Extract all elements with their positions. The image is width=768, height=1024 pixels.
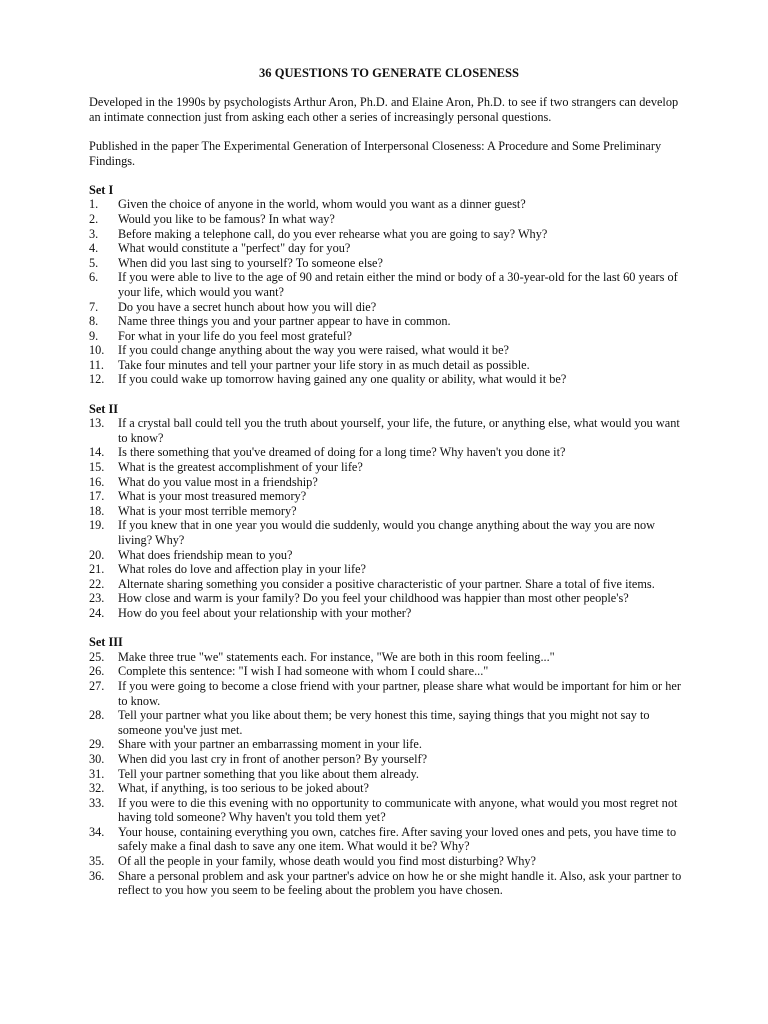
- question-text: If a crystal ball could tell you the truth about yourself, your life, the future, or anything else, what would you want to know?: [118, 416, 680, 445]
- question-item: [89, 314, 689, 329]
- question-number: 11.: [89, 357, 104, 372]
- question-number: 13.: [89, 416, 105, 431]
- question-number: 32.: [89, 781, 105, 796]
- question-item: [89, 475, 689, 490]
- question-item: [89, 343, 689, 358]
- set-heading: Set III: [89, 635, 123, 650]
- document-title: 36 QUESTIONS TO GENERATE CLOSENESS: [258, 66, 520, 80]
- question-number: 27.: [89, 678, 105, 693]
- question-text: What do you value most in a friendship?: [118, 474, 318, 489]
- question-number: 5.: [89, 255, 99, 270]
- question-number: 36.: [89, 868, 105, 883]
- question-text: When did you last sing to yourself? To someone else?: [118, 255, 383, 270]
- question-number: 30.: [89, 751, 105, 766]
- question-text: Of all the people in your family, whose death would you find most disturbing? Why?: [118, 854, 537, 869]
- question-number: 19.: [89, 518, 105, 533]
- question-text: Your house, containing everything you own, catches fire. After saving your loved ones and pets, you have time to safely make a final dash to save any one item. What would it be? Why?: [118, 824, 677, 854]
- question-item: [89, 737, 689, 752]
- question-text: Tell your partner something that you like about them already.: [118, 766, 419, 781]
- question-set: [89, 635, 689, 898]
- question-text: What would constitute a "perfect" day for you?: [118, 241, 351, 256]
- question-text: If you could change anything about the way you were raised, what would it be?: [118, 343, 509, 358]
- question-item: [89, 197, 689, 212]
- question-item: [89, 241, 689, 256]
- question-number: 15.: [89, 460, 105, 475]
- question-number: 21.: [89, 562, 105, 577]
- question-number: 34.: [89, 824, 105, 839]
- question-number: 35.: [89, 854, 105, 869]
- question-item: [89, 329, 689, 344]
- question-text: Name three things you and your partner appear to have in common.: [118, 314, 451, 329]
- question-text: If you were going to become a close friend with your partner, please share what would be important for him or her to know.: [118, 678, 681, 708]
- question-item: [89, 679, 689, 708]
- question-item: [89, 416, 689, 445]
- document-content: [89, 66, 689, 898]
- question-number: 8.: [89, 314, 99, 329]
- question-number: 28.: [89, 708, 105, 723]
- question-number: 18.: [89, 503, 105, 518]
- question-number: 14.: [89, 445, 105, 460]
- question-text: If you knew that in one year you would die suddenly, would you change anything about the way you are now living? Why?: [118, 518, 656, 547]
- question-text: What roles do love and affection play in your life?: [118, 562, 367, 577]
- question-item: [89, 460, 689, 475]
- set-heading: Set II: [89, 401, 119, 416]
- question-set: [89, 402, 689, 621]
- question-item: [89, 548, 689, 563]
- question-number: 7.: [89, 299, 99, 314]
- question-text: How do you feel about your relationship with your mother?: [118, 605, 412, 620]
- question-item: [89, 869, 689, 898]
- question-text: What, if anything, is too serious to be joked about?: [118, 781, 370, 796]
- question-item: [89, 256, 689, 271]
- question-number: 10.: [89, 343, 105, 358]
- question-text: Before making a telephone call, do you ever rehearse what you are going to say? Why?: [118, 226, 548, 241]
- question-text: Make three true "we" statements each. For instance, "We are both in this room feeling...": [118, 649, 555, 664]
- question-number: 9.: [89, 328, 99, 343]
- question-item: [89, 372, 689, 387]
- question-number: 22.: [89, 576, 105, 591]
- question-item: [89, 212, 689, 227]
- question-set: [89, 183, 689, 387]
- question-number: 29.: [89, 737, 105, 752]
- question-item: [89, 708, 689, 737]
- question-text: What does friendship mean to you?: [118, 547, 293, 562]
- question-item: [89, 606, 689, 621]
- question-text: Tell your partner what you like about them; be very honest this time, saying things that you might not say to someone you've just met.: [118, 708, 650, 737]
- question-item: [89, 489, 689, 504]
- publication-paragraph: Published in the paper The Experimental Generation of Interpersonal Closeness: A Procedure and Some Preliminary Findings.: [89, 138, 662, 168]
- question-number: 17.: [89, 489, 105, 504]
- question-number: 31.: [89, 766, 105, 781]
- question-number: 25.: [89, 649, 105, 664]
- question-sets: [89, 183, 689, 898]
- question-item: [89, 562, 689, 577]
- question-text: If you could wake up tomorrow having gained any one quality or ability, what would it be?: [118, 372, 567, 387]
- question-list: [89, 197, 689, 387]
- question-number: 3.: [89, 226, 99, 241]
- question-number: 12.: [89, 372, 105, 387]
- question-text: Given the choice of anyone in the world, whom would you want as a dinner guest?: [118, 197, 526, 212]
- question-text: What is your most terrible memory?: [118, 503, 297, 518]
- question-item: [89, 854, 689, 869]
- question-number: 26.: [89, 664, 105, 679]
- question-text: When did you last cry in front of another person? By yourself?: [118, 751, 428, 766]
- question-item: [89, 358, 689, 373]
- question-item: [89, 518, 689, 547]
- question-text: Share with your partner an embarrassing moment in your life.: [118, 737, 422, 752]
- question-text: For what in your life do you feel most grateful?: [118, 328, 352, 343]
- question-number: 1.: [89, 197, 99, 212]
- intro-paragraph: Developed in the 1990s by psychologists Arthur Aron, Ph.D. and Elaine Aron, Ph.D. to see if two strangers can develop an intimate connection just from asking each other a series of increasingly personal questions.: [89, 95, 679, 124]
- question-text: Would you like to be famous? In what way?: [118, 211, 335, 226]
- question-item: [89, 781, 689, 796]
- question-item: [89, 227, 689, 242]
- question-item: [89, 591, 689, 606]
- question-list: [89, 416, 689, 620]
- question-item: [89, 664, 689, 679]
- question-text: If you were to die this evening with no opportunity to communicate with anyone, what would you most regret not having told someone? Why haven't you told them yet?: [118, 795, 678, 825]
- set-heading: Set I: [89, 182, 114, 197]
- question-item: [89, 796, 689, 825]
- question-text: If you were able to live to the age of 90 and retain either the mind or body of a 30-year-old for the last 60 years of your life, which would you want?: [118, 270, 678, 299]
- question-text: Alternate sharing something you consider a positive characteristic of your partner. Share a total of five items.: [118, 576, 655, 591]
- question-text: Is there something that you've dreamed of doing for a long time? Why haven't you done it?: [118, 445, 566, 460]
- question-number: 6.: [89, 270, 99, 285]
- question-item: [89, 300, 689, 315]
- question-item: [89, 825, 689, 854]
- question-number: 20.: [89, 547, 105, 562]
- question-text: What is your most treasured memory?: [118, 489, 307, 504]
- question-text: Take four minutes and tell your partner your life story in as much detail as possible.: [118, 357, 530, 372]
- question-number: 16.: [89, 474, 105, 489]
- question-item: [89, 650, 689, 665]
- question-text: How close and warm is your family? Do you feel your childhood was happier than most other people's?: [118, 591, 629, 606]
- question-item: [89, 752, 689, 767]
- question-item: [89, 767, 689, 782]
- question-item: [89, 445, 689, 460]
- question-text: Do you have a secret hunch about how you will die?: [118, 299, 377, 314]
- question-text: Share a personal problem and ask your partner's advice on how he or she might handle it. Also, ask your partner to reflect to you how you seem to be feeling about the problem you have chosen.: [118, 868, 682, 898]
- question-item: [89, 504, 689, 519]
- question-text: What is the greatest accomplishment of your life?: [118, 460, 363, 475]
- question-number: 33.: [89, 795, 105, 810]
- question-item: [89, 577, 689, 592]
- question-number: 4.: [89, 241, 99, 256]
- question-number: 24.: [89, 605, 105, 620]
- question-number: 2.: [89, 211, 99, 226]
- question-number: 23.: [89, 591, 105, 606]
- question-list: [89, 650, 689, 898]
- question-text: Complete this sentence: "I wish I had someone with whom I could share...": [118, 664, 489, 679]
- question-item: [89, 270, 689, 299]
